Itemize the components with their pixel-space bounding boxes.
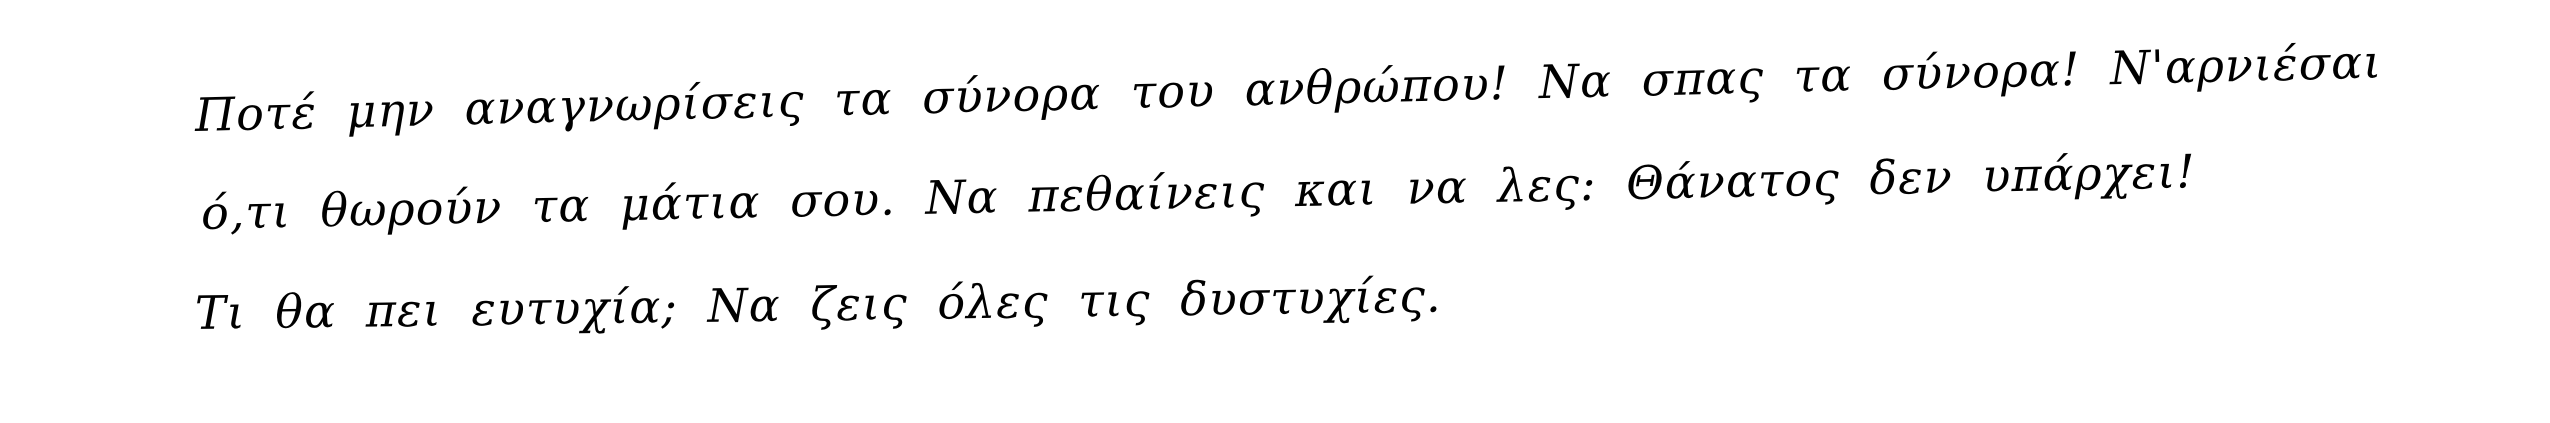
text-line-2: ό,τι θωρούν τα μάτια σου. Να πεθαίνεις και να λες: Θάνατος δεν υπάρχει!: [200, 144, 2197, 240]
text-line-1: Ποτέ μην αναγνωρίσεις τα σύνορα του ανθρώπου! Να σπας τα σύνορα! Ν'αρνιέσαι: [194, 34, 2383, 142]
text-line-3: Τι θα πει ευτυχία; Να ζεις όλες τις δυστυχίες.: [194, 268, 1442, 340]
